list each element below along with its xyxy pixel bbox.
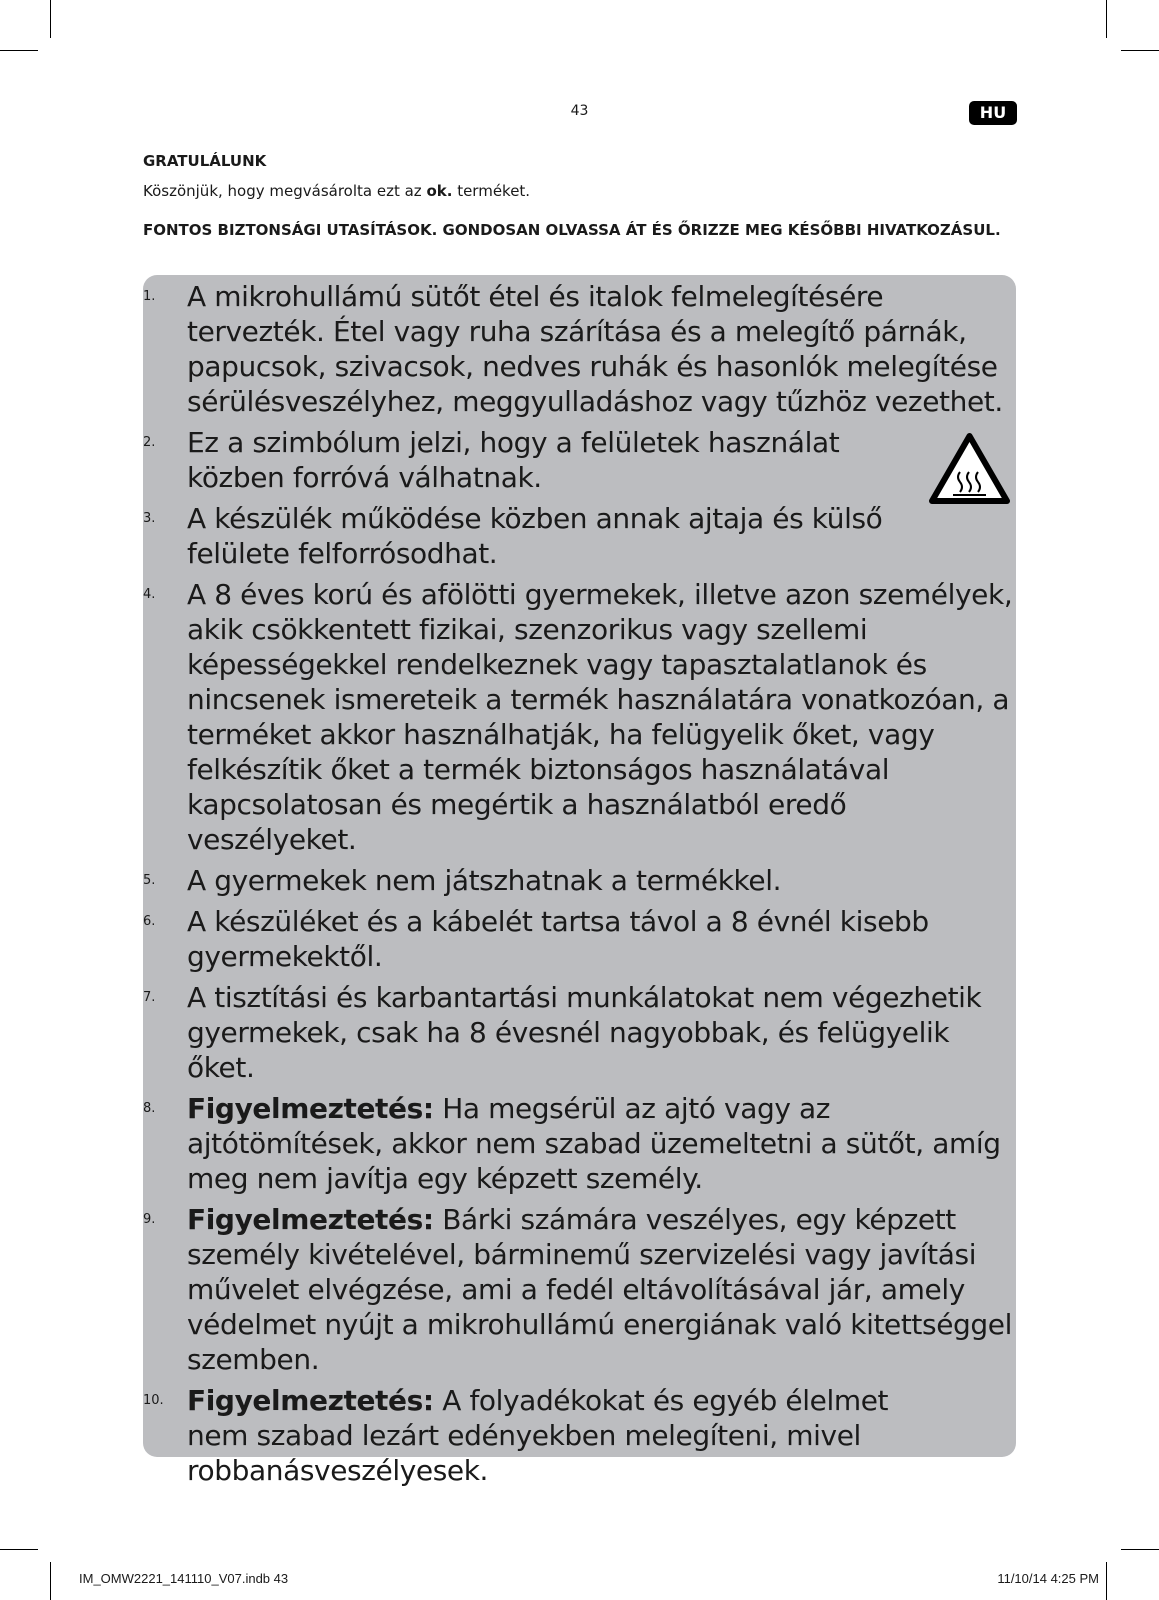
item-text: A készülék működése közben annak ajtaja és külső felülete felforrósodhat.: [187, 502, 883, 570]
item-number: 6.: [143, 914, 156, 929]
crop-mark: [1106, 1562, 1107, 1600]
footer-timestamp: 11/10/14 4:25 PM: [997, 1571, 1099, 1586]
footer-file-info: IM_OMW2221_141110_V07.indb 43: [79, 1571, 289, 1586]
item-number: 9.: [143, 1212, 156, 1227]
item-text: Ez a szimbólum jelzi, hogy a felületek használat közben forróvá válhatnak.: [187, 426, 840, 494]
list-item: [143, 863, 1016, 898]
item-number: 8.: [143, 1101, 156, 1116]
item-text: Bárki számára veszélyes, egy képzett személy kivételével, bárminemű szervizelési vagy javítási művelet elvégzése, ami a fedél eltávolításával jár, amely védelmet nyújt a mikrohullámú energiának való kitettséggel szemben.: [187, 1203, 1012, 1376]
crop-mark: [0, 50, 38, 51]
item-text: A 8 éves korú és afölötti gyermekek, illetve azon személyek, akik csökkentett fizikai, szenzorikus vagy szellemi képességekkel rendelkeznek vagy tapasztalatlanok és nincsenek ismereteik a termék használatára vonatkozóan, a terméket akkor használhatják, ha felügyelik őket, vagy felkészítik őket a termék biztonságos használatával kapcsolatosan és megértik a használatból eredő veszélyeket.: [187, 578, 1013, 856]
crop-mark: [50, 0, 51, 38]
warning-label: Figyelmeztetés:: [187, 1092, 434, 1125]
item-text: A gyermekek nem játszhatnak a termékkel.: [187, 864, 782, 897]
warning-label: Figyelmeztetés:: [187, 1384, 434, 1417]
warning-label: Figyelmeztetés:: [187, 1203, 434, 1236]
item-number: 10.: [143, 1393, 164, 1408]
list-item: [143, 425, 1016, 495]
language-badge: HU: [969, 101, 1017, 125]
item-text: A mikrohullámú sütőt étel és italok felmelegítésére tervezték. Étel vagy ruha szárítása és a melegítő párnák, papucsok, szivacsok, nedves ruhák és hasonlók melegítése sérülésveszélyhez, meggyulladáshoz vagy tűzhöz vezethet.: [187, 280, 1003, 418]
important-notice: FONTOS BIZTONSÁGI UTASÍTÁSOK. GONDOSAN OLVASSA ÁT ÉS ŐRIZZE MEG KÉSŐBBI HIVATKOZÁSUL.: [143, 221, 1001, 239]
list-item: [143, 980, 1016, 1085]
list-item: [143, 577, 1016, 857]
item-number: 5.: [143, 873, 156, 888]
item-number: 3.: [143, 511, 156, 526]
item-text: A tisztítási és karbantartási munkálatokat nem végezhetik gyermekek, csak ha 8 évesnél nagyobbak, és felügyelik őket.: [187, 981, 982, 1084]
list-item: [143, 1383, 907, 1488]
list-item: [143, 279, 1016, 419]
item-number: 2.: [143, 435, 156, 450]
page-number: 43: [570, 103, 589, 119]
item-number: 7.: [143, 990, 156, 1005]
list-item: [143, 904, 947, 974]
item-text: Ha megsérül az ajtó vagy az ajtótömítések, akkor nem szabad üzemeltetni a sütőt, amíg meg nem javítja egy képzett személy.: [187, 1092, 1001, 1195]
item-text: A folyadékokat és egyéb élelmet nem szabad lezárt edényekben melegíteni, mivel robbanásveszélyesek.: [187, 1384, 889, 1487]
crop-mark: [1121, 50, 1159, 51]
crop-mark: [50, 1562, 51, 1600]
thanks-after: terméket.: [452, 182, 531, 200]
thanks-text: [143, 182, 530, 200]
crop-mark: [1106, 0, 1107, 38]
heading: GRATULÁLUNK: [143, 152, 267, 170]
brand-name: ok.: [426, 182, 453, 200]
safety-list: [143, 279, 1016, 1494]
crop-mark: [0, 1549, 38, 1550]
item-number: 4.: [143, 587, 156, 602]
thanks-before: Köszönjük, hogy megvásárolta ezt az: [143, 182, 427, 200]
item-text: A készüléket és a kábelét tartsa távol a 8 évnél kisebb gyermekektől.: [187, 905, 929, 973]
item-number: 1.: [143, 289, 156, 304]
hot-surface-warning-icon: [928, 432, 1011, 505]
list-item: [143, 501, 907, 571]
list-item: [143, 1202, 1016, 1377]
list-item: [143, 1091, 1016, 1196]
crop-mark: [1121, 1549, 1159, 1550]
